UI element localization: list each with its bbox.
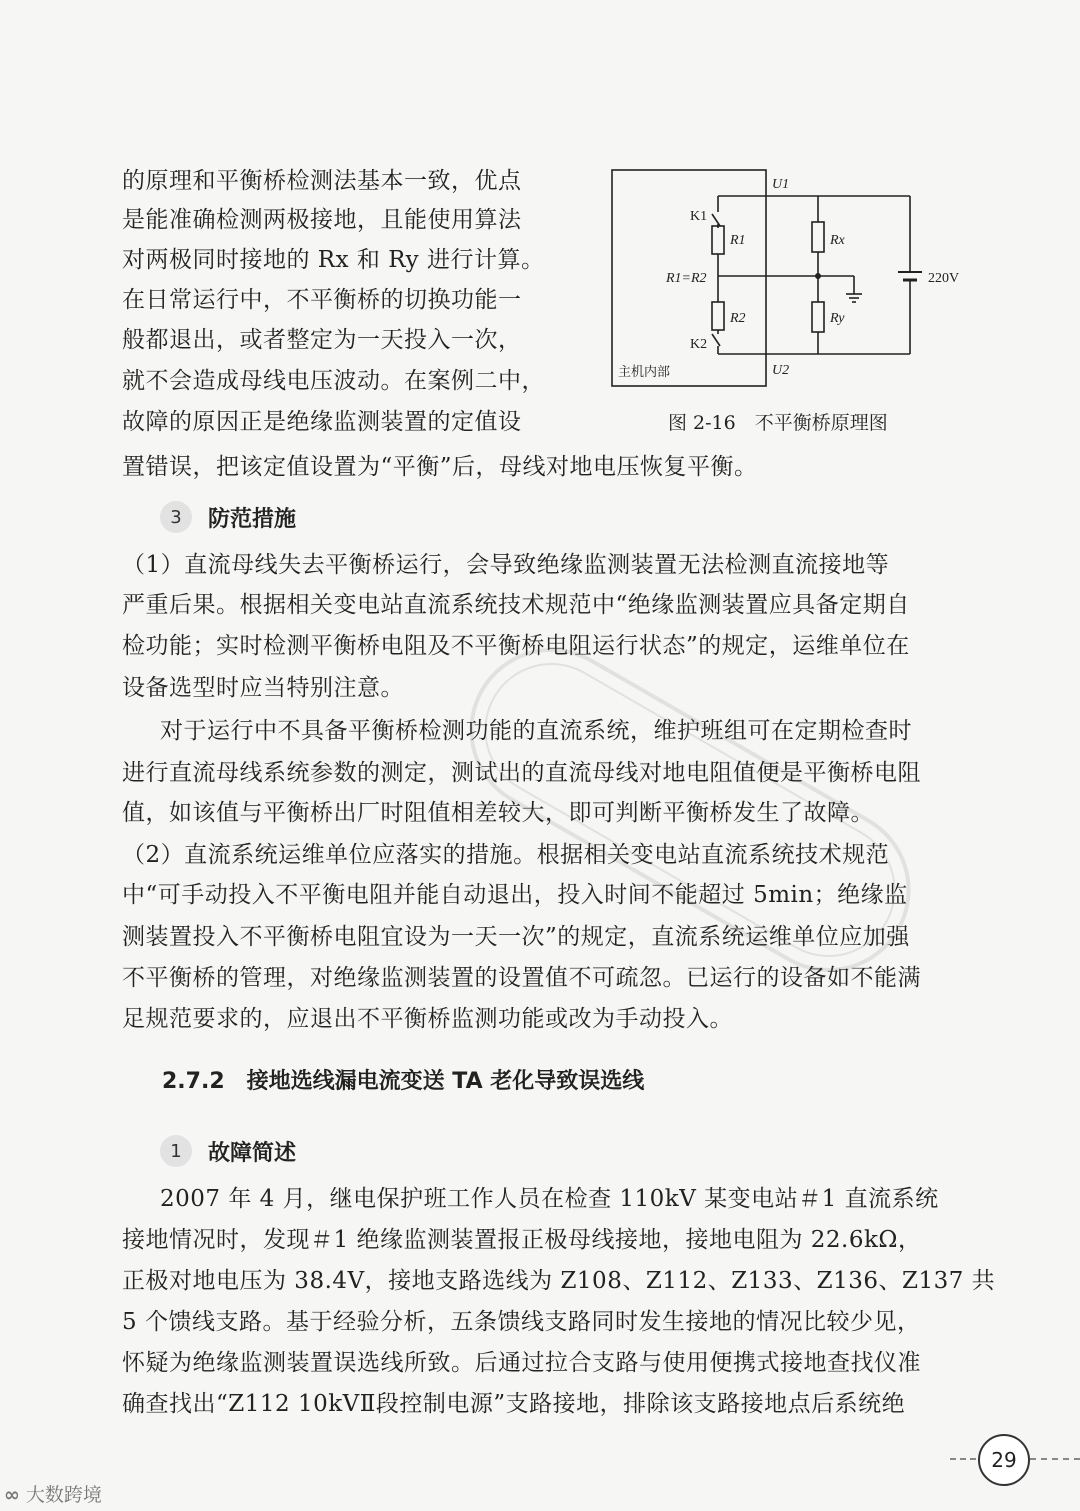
body-line: 设备选型时应当特别注意。 [122,675,404,701]
body-line: 怀疑为绝缘监测装置误选线所致。后通过拉合支路与使用便携式接地查找仪准 [122,1350,921,1376]
figure-caption: 图 2-16 不平衡桥原理图 [668,412,888,434]
resistor-r1 [712,226,724,254]
resistor-ry [812,302,824,332]
body-line: 2007 年 4 月，继电保护班工作人员在检查 110kV 某变电站＃1 直流系统 [160,1186,939,1212]
section-number-badge: 1 [160,1135,192,1167]
resistor-rx [812,222,824,252]
section-title: 故障简述 [208,1140,297,1166]
label-u2: U2 [772,363,790,378]
body-line: 确查找出“Z112 10kVⅡ段控制电源”支路接地，排除该支路接地点后系统绝 [122,1391,906,1417]
section-title: 防范措施 [208,506,297,532]
page-number-divider [950,1458,976,1460]
switch-k2 [712,334,720,346]
body-line: 检功能；实时检测平衡桥电阻及不平衡桥电阻运行状态”的规定，运维单位在 [122,633,910,659]
logo-text: 大数跨境 [25,1484,102,1506]
brand-logo [4,1480,102,1507]
body-line: 对于运行中不具备平衡桥检测功能的直流系统，维护班组可在定期检查时 [160,718,912,744]
body-line: 进行直流母线系统参数的测定，测试出的直流母线对地电阻值便是平衡桥电阻 [122,760,921,786]
resistor-r2 [712,302,724,330]
label-k1: K1 [690,209,708,224]
section-heading [160,1134,296,1168]
subsection-title: 2.7.2 接地选线漏电流变送 TA 老化导致误选线 [162,1069,645,1094]
intro-line: 是能准确检测两极接地，且能使用算法 [122,207,522,233]
body-line: 不平衡桥的管理，对绝缘监测装置的设置值不可疏忽。已运行的设备如不能满 [122,965,921,991]
intro-line: 在日常运行中，不平衡桥的切换功能一 [122,287,522,313]
body-line: （1）直流母线失去平衡桥运行，会导致绝缘监测装置无法检测直流接地等 [122,552,890,578]
logo-icon: ∞ [4,1484,20,1506]
label-k2: K2 [690,337,708,352]
page-number-divider [1030,1458,1080,1460]
body-line: 5 个馈线支路。基于经验分析，五条馈线支路同时发生接地的情况比较少见， [122,1309,921,1335]
label-u1: U1 [772,177,790,192]
label-r1-eq-r2: R1=R2 [666,271,707,286]
label-voltage: 220V [928,271,960,286]
intro-line: 故障的原因正是绝缘监测装置的定值设 [122,409,522,435]
junction-dot [815,273,821,279]
body-line: （2）直流系统运维单位应落实的措施。根据相关变电站直流系统技术规范 [122,842,890,868]
section-number-badge: 3 [160,501,192,533]
page-number: 29 [978,1434,1030,1486]
label-ry: Ry [830,311,845,326]
body-line: 正极对地电压为 38.4V，接地支路选线为 Z108、Z112、Z133、Z136、Z137 共 [122,1268,996,1294]
intro-line: 的原理和平衡桥检测法基本一致，优点 [122,168,522,194]
intro-line: 对两极同时接地的 Rx 和 Ry 进行计算。 [122,247,545,273]
body-line: 中“可手动投入不平衡电阻并能自动退出，投入时间不能超过 5min；绝缘监 [122,882,908,908]
intro-line: 般都退出，或者整定为一天投入一次， [122,327,522,353]
intro-line: 就不会造成母线电压波动。在案例二中， [122,368,545,394]
body-line: 足规范要求的，应退出不平衡桥监测功能或改为手动投入。 [122,1006,733,1032]
label-rx: Rx [830,233,845,248]
page-number-area [950,1434,1080,1484]
section-heading [160,500,296,534]
label-r2: R2 [730,311,746,326]
body-line: 测装置投入不平衡桥电阻宜设为一天一次”的规定，直流系统运维单位应加强 [122,924,910,950]
label-host-internal: 主机内部 [618,365,671,380]
body-line: 严重后果。根据相关变电站直流系统技术规范中“绝缘监测装置应具备定期自 [122,592,910,618]
intro-line: 置错误，把该定值设置为“平衡”后，母线对地电压恢复平衡。 [122,454,758,480]
body-line: 值，如该值与平衡桥出厂时阻值相差较大，即可判断平衡桥发生了故障。 [122,800,874,826]
body-line: 接地情况时，发现＃1 绝缘监测装置报正极母线接地，接地电阻为 22.6kΩ， [122,1227,922,1253]
label-r1: R1 [730,233,746,248]
unbalanced-bridge-diagram [604,162,974,392]
